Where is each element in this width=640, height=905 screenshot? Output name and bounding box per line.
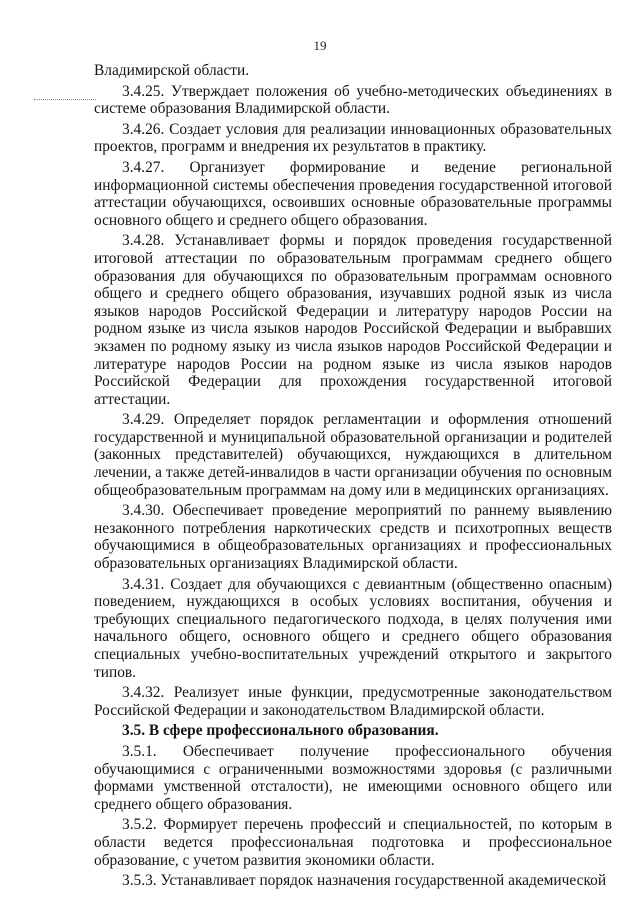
paragraph-3-4-26: 3.4.26. Создает условия для реализации инновационных образовательных проектов, программ и внедрения их результатов в практику. [94,120,612,156]
paragraph-3-5-2: 3.5.2. Формирует перечень профессий и специальностей, по которым в области ведется профессиональная подготовка и профессиональное образование, с учетом развития экономики области. [94,816,612,869]
paragraph-continuation: Владимирской области. [94,62,250,79]
page-number: 19 [313,38,327,53]
paragraph-3-4-31: 3.4.31. Создает для обучающихся с девиантным (общественно опасным) поведением, нуждающихся в особых условиях воспитания, обучения и требующих специального педагогического подхода, в целях получения ими начального общего, основного общего и среднего общего образования специальных учебно-воспитательных учреждений открытого и закрытого типов. [94,575,612,681]
section-heading-3-5: 3.5. В сфере профессионального образования. [122,722,439,740]
paragraph-3-5-3: 3.5.3. Устанавливает порядок назначения государственной академической [122,872,607,890]
paragraph-3-4-32: 3.4.32. Реализует иные функции, предусмотренные законодательством Российской Федерации и законодательством Владимирской области. [94,684,612,719]
paragraph-3-4-25: 3.4.25. Утверждает положения об учебно-методических объединениях в системе образования Владимирской области. [94,82,612,118]
paragraph-3-4-28: 3.4.28. Устанавливает формы и порядок проведения государственной итоговой аттестации по образовательным программам среднего общего образования для обучающихся по образовательным программам основного общего и среднего общего образования, изучавших родной язык из числа языков народов Российской Федерации и литературу народов России на родном языке из числа языков народов Российской Федерации и выбравших экзамен по родному языку из числа языков народов Российской Федерации и литературе народов России на родном языке из числа языков народов Российской Федерации для прохождения государственной итоговой аттестации. [94,232,612,408]
paragraph-3-4-30: 3.4.30. Обеспечивает проведение мероприятий по раннему выявлению незаконного потребления наркотических средств и психотропных веществ обучающимися в общеобразовательных организациях и профессиональных образовательных организациях Владимирской области. [94,502,612,573]
margin-dotted-mark [34,99,96,100]
document-body [94,62,612,893]
paragraph-3-4-29: 3.4.29. Определяет порядок регламентации и оформления отношений государственной и муниципальной образовательной организации и родителей (законных представителей) обучающихся, нуждающихся в длительном лечении, а также детей-инвалидов в части организации обучения по основным общеобразовательным программам на дому или в медицинских организациях. [94,411,612,499]
paragraph-3-4-27: 3.4.27. Организует формирование и ведение региональной информационной системы обеспечения проведения государственной итоговой аттестации обучающихся, освоивших основные образовательные программы основного общего и среднего общего образования. [94,158,612,229]
paragraph-3-5-1: 3.5.1. Обеспечивает получение профессионального обучения обучающимися с ограниченными возможностями здоровья (с различными формами умственной отсталости), не имеющими основного общего или среднего общего образования. [94,742,612,813]
